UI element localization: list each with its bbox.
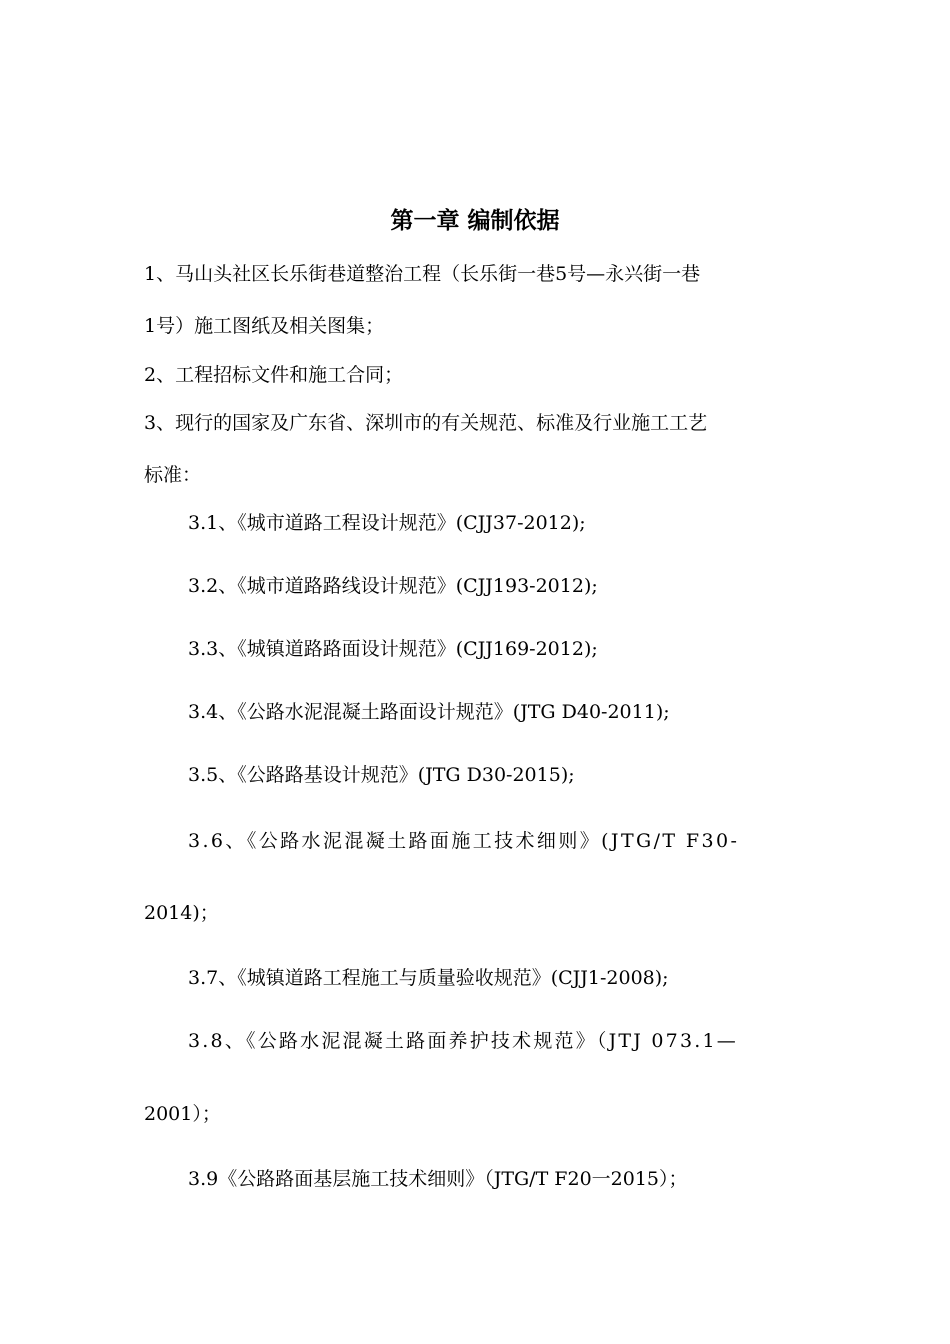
chapter-title: 第一章 编制依据 xyxy=(390,208,560,234)
standard-3-3: 3.3、《城镇道路路面设计规范》(CJJ169-2012); xyxy=(188,638,598,660)
basis-item-3-line-2: 标准： xyxy=(144,464,202,486)
standard-3-5: 3.5、《公路路基设计规范》(JTG D30-2015); xyxy=(188,764,575,786)
standard-3-6-line-1: 3.6、《公路水泥混凝土路面施工技术细则》(JTG/T F30- xyxy=(188,830,740,852)
basis-item-1-line-2: 1号）施工图纸及相关图集； xyxy=(144,315,385,337)
standard-3-8-line-2: 2001）； xyxy=(144,1103,221,1125)
standard-3-7: 3.7、《城镇道路工程施工与质量验收规范》(CJJ1-2008); xyxy=(188,967,669,989)
basis-item-3-line-1: 3、现行的国家及广东省、深圳市的有关规范、标准及行业施工工艺 xyxy=(144,412,708,434)
standard-3-8-line-1: 3.8、《公路水泥混凝土路面养护技术规范》（JTJ 073.1— xyxy=(188,1030,738,1052)
standard-3-6-line-2: 2014)； xyxy=(144,902,219,924)
basis-item-1-line-1: 1、马山头社区长乐街巷道整治工程（长乐街一巷5号—永兴街一巷 xyxy=(144,263,701,285)
standard-3-4: 3.4、《公路水泥混凝土路面设计规范》(JTG D40-2011); xyxy=(188,701,670,723)
standard-3-2: 3.2、《城市道路路线设计规范》(CJJ193-2012); xyxy=(188,575,598,597)
basis-item-2: 2、工程招标文件和施工合同； xyxy=(144,364,404,386)
standard-3-9: 3.9《公路路面基层施工技术细则》（JTG/T F20一2015）； xyxy=(188,1168,688,1190)
standard-3-1: 3.1、《城市道路工程设计规范》(CJJ37-2012); xyxy=(188,512,586,534)
